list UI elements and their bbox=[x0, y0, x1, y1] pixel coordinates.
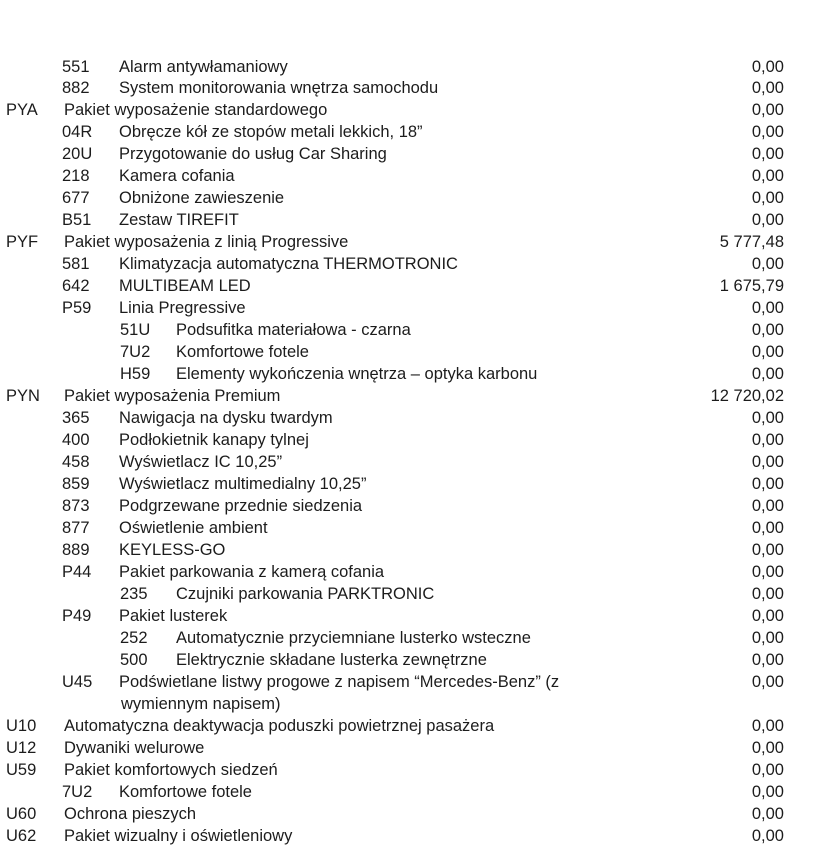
list-item bbox=[0, 407, 826, 429]
item-code: 873 bbox=[62, 497, 90, 515]
item-price: 0,00 bbox=[751, 79, 784, 97]
item-price: 0,00 bbox=[751, 189, 784, 207]
item-description: Kamera cofania bbox=[119, 167, 235, 185]
item-code: PYF bbox=[6, 233, 39, 251]
list-item bbox=[0, 803, 826, 825]
item-description: Przygotowanie do usług Car Sharing bbox=[119, 145, 387, 163]
item-code: 500 bbox=[120, 651, 148, 669]
item-price: 0,00 bbox=[751, 673, 784, 691]
list-item bbox=[0, 517, 826, 539]
item-price: 0,00 bbox=[751, 805, 784, 823]
item-description: MULTIBEAM LED bbox=[119, 277, 251, 295]
item-description: Elementy wykończenia wnętrza – optyka karbonu bbox=[176, 365, 538, 383]
item-description: Komfortowe fotele bbox=[176, 343, 309, 361]
item-code: 235 bbox=[120, 585, 148, 603]
item-description: Komfortowe fotele bbox=[119, 783, 252, 801]
item-description: Pakiet parkowania z kamerą cofania bbox=[119, 563, 385, 581]
list-item bbox=[0, 231, 826, 253]
list-item bbox=[0, 583, 826, 605]
item-description: Podświetlane listwy progowe z napisem “Mercedes-Benz” (z bbox=[119, 673, 560, 691]
list-item bbox=[0, 649, 826, 671]
item-code: P59 bbox=[62, 299, 92, 317]
list-item bbox=[0, 385, 826, 407]
item-description: System monitorowania wnętrza samochodu bbox=[119, 79, 439, 97]
item-price: 0,00 bbox=[751, 101, 784, 119]
item-price: 0,00 bbox=[751, 211, 784, 229]
item-price: 0,00 bbox=[751, 739, 784, 757]
item-code: 889 bbox=[62, 541, 90, 559]
list-item bbox=[0, 539, 826, 561]
list-item bbox=[0, 627, 826, 649]
list-item bbox=[0, 165, 826, 187]
item-price: 0,00 bbox=[751, 167, 784, 185]
list-item bbox=[0, 759, 826, 781]
item-price: 0,00 bbox=[751, 497, 784, 515]
list-item bbox=[0, 77, 826, 99]
item-description: Pakiet wyposażenie standardowego bbox=[64, 101, 328, 119]
item-price: 1 675,79 bbox=[719, 277, 784, 295]
item-code: B51 bbox=[62, 211, 92, 229]
item-code: 7U2 bbox=[120, 343, 151, 361]
item-code: PYN bbox=[6, 387, 40, 405]
list-item bbox=[0, 121, 826, 143]
item-price: 0,00 bbox=[751, 563, 784, 581]
item-code: 859 bbox=[62, 475, 90, 493]
item-description: Podgrzewane przednie siedzenia bbox=[119, 497, 363, 515]
item-code: 400 bbox=[62, 431, 90, 449]
list-item bbox=[0, 429, 826, 451]
item-description: KEYLESS-GO bbox=[119, 541, 226, 559]
item-code: 7U2 bbox=[62, 783, 93, 801]
list-item bbox=[0, 451, 826, 473]
item-description: Elektrycznie składane lusterka zewnętrzne bbox=[176, 651, 487, 669]
item-code: U59 bbox=[6, 761, 37, 779]
item-description: Automatyczna deaktywacja poduszki powietrznej pasażera bbox=[64, 717, 495, 735]
list-item bbox=[0, 561, 826, 583]
list-item bbox=[0, 715, 826, 737]
item-price: 0,00 bbox=[751, 145, 784, 163]
item-price: 0,00 bbox=[751, 58, 784, 76]
item-price: 0,00 bbox=[751, 607, 784, 625]
item-price: 0,00 bbox=[751, 255, 784, 273]
item-code: 877 bbox=[62, 519, 90, 537]
item-code: 677 bbox=[62, 189, 90, 207]
item-code: 642 bbox=[62, 277, 90, 295]
list-item bbox=[0, 737, 826, 759]
list-item bbox=[0, 209, 826, 231]
item-price: 0,00 bbox=[751, 717, 784, 735]
item-price: 0,00 bbox=[751, 409, 784, 427]
item-code: H59 bbox=[120, 365, 151, 383]
item-price: 0,00 bbox=[751, 123, 784, 141]
item-description: Ochrona pieszych bbox=[64, 805, 197, 823]
item-description: Pakiet wyposażenia z linią Progressive bbox=[64, 233, 349, 251]
item-code: 458 bbox=[62, 453, 90, 471]
item-description: Pakiet komfortowych siedzeń bbox=[64, 761, 278, 779]
item-code: U12 bbox=[6, 739, 37, 757]
item-code: 365 bbox=[62, 409, 90, 427]
list-item bbox=[0, 187, 826, 209]
list-item bbox=[0, 297, 826, 319]
list-item bbox=[0, 143, 826, 165]
item-description: Podsufitka materiałowa - czarna bbox=[176, 321, 411, 339]
item-code: U10 bbox=[6, 717, 37, 735]
item-description: Klimatyzacja automatyczna THERMOTRONIC bbox=[119, 255, 458, 273]
item-price: 0,00 bbox=[751, 585, 784, 603]
item-price: 0,00 bbox=[751, 651, 784, 669]
item-code: 20U bbox=[62, 145, 93, 163]
list-item bbox=[0, 363, 826, 385]
item-code: 581 bbox=[62, 255, 90, 273]
item-price: 0,00 bbox=[751, 761, 784, 779]
list-item bbox=[0, 56, 826, 78]
item-price: 0,00 bbox=[751, 431, 784, 449]
list-item bbox=[0, 275, 826, 297]
item-description: Pakiet wizualny i oświetleniowy bbox=[64, 827, 293, 845]
item-code: 551 bbox=[62, 58, 90, 76]
item-price: 0,00 bbox=[751, 453, 784, 471]
item-price: 0,00 bbox=[751, 519, 784, 537]
item-code: P44 bbox=[62, 563, 92, 581]
item-description: Oświetlenie ambient bbox=[119, 519, 268, 537]
item-code: 04R bbox=[62, 123, 93, 141]
item-price: 0,00 bbox=[751, 365, 784, 383]
list-item-continuation bbox=[0, 693, 826, 715]
item-code: PYA bbox=[6, 101, 38, 119]
item-code: U60 bbox=[6, 805, 37, 823]
list-item bbox=[0, 253, 826, 275]
item-description: Alarm antywłamaniowy bbox=[119, 58, 288, 76]
item-description: Pakiet lusterek bbox=[119, 607, 228, 625]
list-item bbox=[0, 495, 826, 517]
item-description: Dywaniki welurowe bbox=[64, 739, 205, 757]
item-price: 0,00 bbox=[751, 475, 784, 493]
item-description: Wyświetlacz multimedialny 10,25” bbox=[119, 475, 367, 493]
item-code: P49 bbox=[62, 607, 92, 625]
item-description: Czujniki parkowania PARKTRONIC bbox=[176, 585, 435, 603]
item-description: Wyświetlacz IC 10,25” bbox=[119, 453, 283, 471]
item-price: 0,00 bbox=[751, 827, 784, 845]
list-item bbox=[0, 825, 826, 847]
item-price: 12 720,02 bbox=[710, 387, 784, 405]
list-item bbox=[0, 473, 826, 495]
item-description: Automatycznie przyciemniane lusterko wsteczne bbox=[176, 629, 531, 647]
item-description: Podłokietnik kanapy tylnej bbox=[119, 431, 309, 449]
list-item bbox=[0, 341, 826, 363]
item-price: 0,00 bbox=[751, 299, 784, 317]
list-item bbox=[0, 99, 826, 121]
item-price: 0,00 bbox=[751, 629, 784, 647]
item-description: Pakiet wyposażenia Premium bbox=[64, 387, 281, 405]
item-price: 0,00 bbox=[751, 783, 784, 801]
item-price: 0,00 bbox=[751, 541, 784, 559]
list-item bbox=[0, 319, 826, 341]
item-description: Obniżone zawieszenie bbox=[119, 189, 285, 207]
item-description: Linia Pregressive bbox=[119, 299, 246, 317]
item-price: 0,00 bbox=[751, 343, 784, 361]
item-description-continuation: wymiennym napisem) bbox=[121, 695, 281, 713]
item-code: U45 bbox=[62, 673, 93, 691]
item-description: Obręcze kół ze stopów metali lekkich, 18” bbox=[119, 123, 423, 141]
list-item bbox=[0, 671, 826, 693]
item-price: 5 777,48 bbox=[719, 233, 784, 251]
list-item bbox=[0, 781, 826, 803]
item-code: U62 bbox=[6, 827, 37, 845]
item-code: 218 bbox=[62, 167, 90, 185]
item-price: 0,00 bbox=[751, 321, 784, 339]
item-code: 252 bbox=[120, 629, 148, 647]
item-description: Zestaw TIREFIT bbox=[119, 211, 239, 229]
list-item bbox=[0, 605, 826, 627]
item-code: 882 bbox=[62, 79, 90, 97]
item-description: Nawigacja na dysku twardym bbox=[119, 409, 333, 427]
item-code: 51U bbox=[120, 321, 151, 339]
